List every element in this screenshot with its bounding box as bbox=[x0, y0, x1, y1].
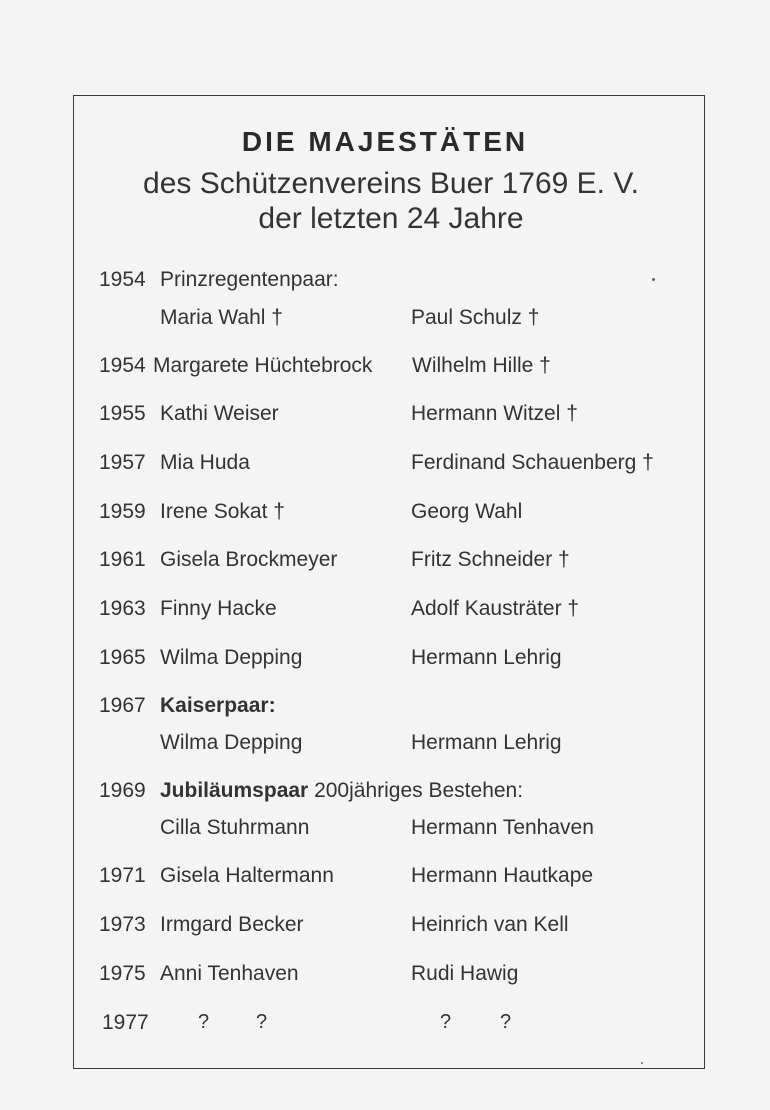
entry-row-pair bbox=[0, 816, 770, 846]
entry-man: Hermann Tenhaven bbox=[411, 816, 594, 839]
entry-row bbox=[0, 646, 770, 676]
entry-year: 1959 bbox=[99, 500, 146, 523]
entry-year: 1954 bbox=[99, 268, 146, 291]
entry-year: 1957 bbox=[99, 451, 146, 474]
entry-lady: Maria Wahl † bbox=[160, 306, 283, 329]
entry-row bbox=[0, 500, 770, 530]
entry-year: 1971 bbox=[99, 864, 146, 887]
entry-row bbox=[0, 451, 770, 481]
entry-lady: Wilma Depping bbox=[160, 731, 303, 754]
entry-lady: Gisela Brockmeyer bbox=[160, 548, 338, 571]
entry-year: 1961 bbox=[99, 548, 146, 571]
entry-lady: Margarete Hüchtebrock bbox=[153, 354, 373, 377]
page-title: DIE MAJESTÄTEN bbox=[241, 126, 529, 157]
subtitle-line-2: der letzten 24 Jahre bbox=[258, 202, 524, 235]
entry-man: Paul Schulz † bbox=[411, 306, 540, 329]
entry-row bbox=[0, 962, 770, 992]
entry-title-label: Prinzregentenpaar: bbox=[160, 268, 339, 291]
entry-row bbox=[0, 548, 770, 578]
entry-man: Georg Wahl bbox=[411, 500, 523, 523]
entry-lady: Cilla Stuhrmann bbox=[160, 816, 310, 839]
entry-man: Hermann Lehrig bbox=[411, 731, 562, 754]
entry-year: 1955 bbox=[99, 402, 146, 425]
entry-year: 1975 bbox=[99, 962, 146, 985]
entry-man: Fritz Schneider † bbox=[411, 548, 570, 571]
entry-lady: Irene Sokat † bbox=[160, 500, 285, 523]
entry-row bbox=[0, 354, 770, 384]
entry-row-label bbox=[0, 268, 770, 298]
unknown-mark: ? bbox=[198, 1011, 210, 1033]
entry-lady: Anni Tenhaven bbox=[160, 962, 299, 985]
entry-row-label bbox=[0, 779, 770, 809]
entry-title-label bbox=[160, 779, 523, 803]
entry-lady: Finny Hacke bbox=[160, 597, 277, 620]
entry-year: 1963 bbox=[99, 597, 146, 620]
entry-man: Ferdinand Schauenberg † bbox=[411, 451, 654, 474]
entry-lady: Mia Huda bbox=[160, 451, 250, 474]
entry-lady: Kathi Weiser bbox=[160, 402, 279, 425]
entry-man: Hermann Lehrig bbox=[411, 646, 562, 669]
entry-row-label bbox=[0, 694, 770, 724]
entry-man: Heinrich van Kell bbox=[411, 913, 569, 936]
entry-year: 1973 bbox=[99, 913, 146, 936]
entry-man: Hermann Witzel † bbox=[411, 402, 578, 425]
entry-year: 1965 bbox=[99, 646, 146, 669]
entry-man: Adolf Kausträter † bbox=[411, 597, 580, 620]
entry-lady: Wilma Depping bbox=[160, 646, 303, 669]
entry-title-suffix: 200jähriges Bestehen: bbox=[314, 779, 524, 802]
entry-man: Hermann Hautkape bbox=[411, 864, 594, 887]
entry-row bbox=[0, 402, 770, 432]
paper-speck bbox=[652, 278, 655, 281]
unknown-mark: ? bbox=[256, 1011, 268, 1033]
entry-year: 1954 bbox=[99, 354, 146, 377]
unknown-mark: ? bbox=[440, 1011, 452, 1033]
entry-row-pair bbox=[0, 306, 770, 336]
entry-man: Wilhelm Hille † bbox=[412, 354, 551, 377]
entry-row bbox=[0, 864, 770, 894]
entry-lady: Gisela Haltermann bbox=[160, 864, 334, 887]
subtitle-line-1: des Schützenvereins Buer 1769 E. V. bbox=[143, 167, 639, 200]
entry-row-unknown bbox=[0, 1011, 770, 1041]
entry-title-bold: Jubiläumspaar bbox=[160, 779, 309, 802]
entry-year: 1977 bbox=[102, 1011, 149, 1034]
entry-title-label: Kaiserpaar: bbox=[160, 694, 276, 717]
entry-row bbox=[0, 913, 770, 943]
entry-lady: Irmgard Becker bbox=[160, 913, 304, 936]
entry-man: Rudi Hawig bbox=[411, 962, 519, 985]
entry-year: 1967 bbox=[99, 694, 146, 717]
unknown-mark: ? bbox=[500, 1011, 512, 1033]
entry-row-pair bbox=[0, 731, 770, 761]
paper-speck bbox=[641, 1062, 643, 1064]
entry-row bbox=[0, 597, 770, 627]
entry-year: 1969 bbox=[99, 779, 146, 802]
